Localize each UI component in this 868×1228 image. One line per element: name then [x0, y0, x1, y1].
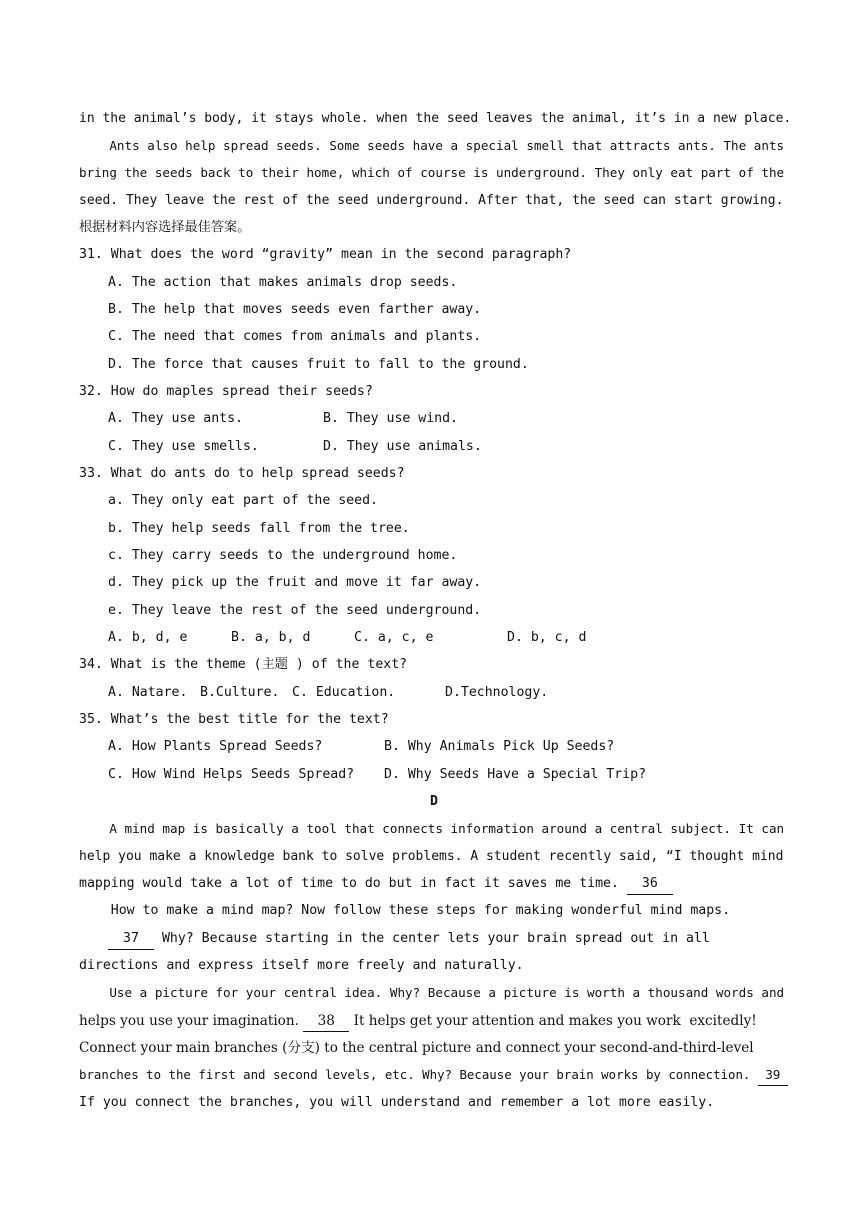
passage-d-line [79, 874, 791, 895]
question-33-item-e: e. They leave the rest of the seed underground. [108, 603, 482, 618]
passage-d-line [108, 929, 820, 950]
question-32-stem: 32. How do maples spread their seeds? [79, 384, 373, 399]
passage-c-line: bring the seeds back to their home, which of course is underground. They only eat part of the [79, 165, 785, 180]
passage-d-line: directions and express itself more freely and naturally. [79, 958, 524, 973]
passage-d-line [79, 1011, 791, 1032]
question-35-option-c: C. How Wind Helps Seeds Spread? [108, 767, 355, 782]
passage-c-line: Ants also help spread seeds. Some seeds have a special smell that attracts ants. The ants [79, 138, 785, 153]
question-33-item-a: a. They only eat part of the seed. [108, 493, 378, 508]
question-33-choice-a: A. b, d, e [108, 630, 188, 645]
question-34-choice-c: C. Education. [292, 685, 396, 700]
passage-c-line: in the animal’s body, it stays whole. when the seed leaves the animal, it’s in a new place. [79, 111, 792, 126]
question-34-choice-a: A. Natare. [108, 685, 188, 700]
question-33-stem: 33. What do ants do to help spread seeds? [79, 466, 405, 481]
passage-d-text: branches to the first and second levels, etc. Why? Because your brain works by connection. [79, 1067, 758, 1082]
question-33-item-c: c. They carry seeds to the underground home. [108, 548, 458, 563]
question-34-stem: 34. What is the theme (主题 ) of the text? [79, 657, 408, 672]
question-33-choice-c: C. a, c, e [354, 630, 434, 645]
blank-37: 37 [108, 929, 154, 950]
passage-d-line: How to make a mind map? Now follow these steps for making wonderful mind maps. [79, 903, 731, 918]
question-33-item-d: d. They pick up the fruit and move it far away. [108, 575, 482, 590]
question-35-option-d: D. Why Seeds Have a Special Trip? [384, 767, 647, 782]
passage-d-line: If you connect the branches, you will understand and remember a lot more easily. [79, 1095, 715, 1110]
question-32-option-a: A. They use ants. [108, 411, 243, 426]
question-31-option-c: C. The need that comes from animals and plants. [108, 329, 482, 344]
passage-d-line: Use a picture for your central idea. Why? Because a picture is worth a thousand words and [79, 985, 785, 1000]
question-33-item-b: b. They help seeds fall from the tree. [108, 521, 410, 536]
passage-d-line: Connect your main branches (分支) to the central picture and connect your second-and-third-level [79, 1040, 754, 1056]
question-32-option-c: C. They use smells. [108, 439, 259, 454]
passage-d-heading: D [430, 794, 438, 809]
passage-d-line [79, 1065, 791, 1086]
blank-36: 36 [627, 874, 673, 895]
blank-39: 39 [758, 1065, 788, 1086]
passage-d-line: A mind map is basically a tool that connects information around a central subject. It can [79, 821, 785, 836]
question-32-option-b: B. They use wind. [323, 411, 458, 426]
question-31-stem: 31. What does the word “gravity” mean in the second paragraph? [79, 247, 572, 262]
question-34-choice-b: B.Culture. [200, 685, 280, 700]
question-33-choice-b: B. a, b, d [231, 630, 311, 645]
question-34-choice-d: D.Technology. [445, 685, 549, 700]
passage-d-text: It helps get your attention and makes you work excitedly! [349, 1013, 757, 1029]
question-32-option-d: D. They use animals. [323, 439, 482, 454]
question-31-option-a: A. The action that makes animals drop seeds. [108, 275, 458, 290]
passage-d-text: helps you use your imagination. [79, 1013, 304, 1029]
question-31-option-d: D. The force that causes fruit to fall to the ground. [108, 357, 529, 372]
instruction-text: 根据材料内容选择最佳答案。 [79, 220, 251, 235]
blank-38: 38 [303, 1011, 349, 1032]
question-33-choice-d: D. b, c, d [507, 630, 587, 645]
question-35-option-b: B. Why Animals Pick Up Seeds? [384, 739, 615, 754]
question-35-stem: 35. What’s the best title for the text? [79, 712, 389, 727]
passage-c-line: seed. They leave the rest of the seed underground. After that, the seed can start growing. [79, 193, 784, 208]
passage-d-text: mapping would take a lot of time to do but in fact it saves me time. [79, 876, 627, 891]
passage-d-line: help you make a knowledge bank to solve problems. A student recently said, “I thought mind [79, 849, 784, 864]
question-35-option-a: A. How Plants Spread Seeds? [108, 739, 323, 754]
question-31-option-b: B. The help that moves seeds even farther away. [108, 302, 482, 317]
passage-d-text: Why? Because starting in the center lets your brain spread out in all [154, 931, 710, 946]
